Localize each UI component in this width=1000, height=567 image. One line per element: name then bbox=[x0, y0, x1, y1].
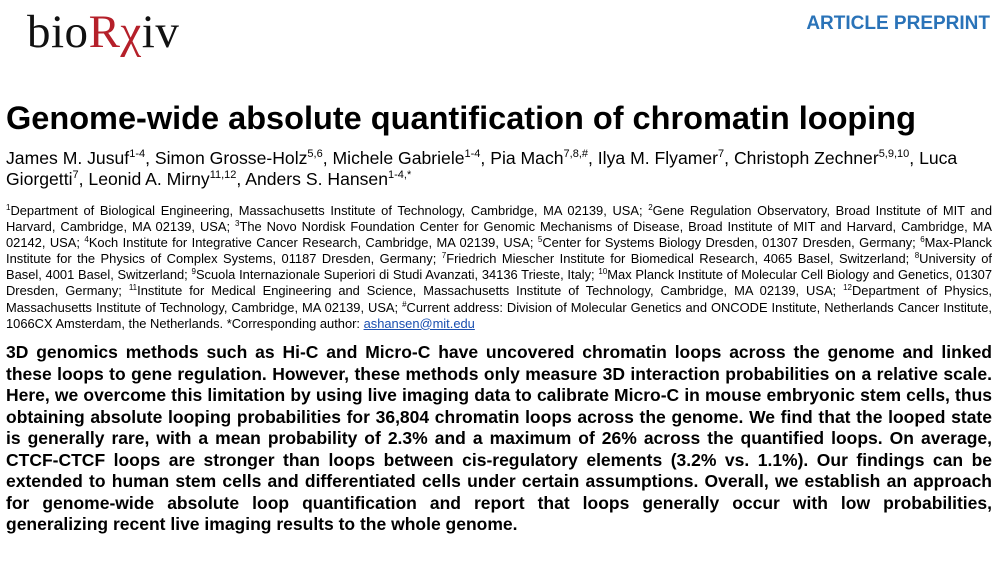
affiliation-mark: 11 bbox=[128, 283, 138, 293]
author-affiliation-mark: 7 bbox=[718, 148, 725, 160]
author-separator: , bbox=[588, 148, 598, 168]
affiliation-mark: 3 bbox=[235, 219, 240, 229]
corresponding-label: *Corresponding author: bbox=[226, 315, 364, 331]
affiliation-text: University of Basel, 4001 Basel, Switzerland; bbox=[6, 251, 992, 283]
logo-prefix: bio bbox=[27, 6, 89, 58]
corresponding-email-link[interactable]: ashansen@mit.edu bbox=[363, 315, 475, 331]
author-affiliation-mark: 11,12 bbox=[209, 169, 237, 181]
affiliation-mark: 9 bbox=[191, 267, 196, 277]
affiliation-text: Gene Regulation Observatory, Broad Institute of MIT and Harvard, Cambridge, MA 02139, USA; bbox=[6, 203, 992, 235]
logo-suffix: iv bbox=[141, 6, 180, 58]
affiliation-text: Institute for Medical Engineering and Science, Massachusetts Institute of Technology, Cambridge, MA 02139, USA; bbox=[137, 283, 844, 299]
author-affiliation-mark: 1-4 bbox=[464, 148, 481, 160]
affiliation-text: Center for Systems Biology Dresden, 01307 Dresden, Germany; bbox=[542, 235, 921, 251]
author-name: James M. Jusuf bbox=[6, 148, 130, 168]
affiliation-mark: 10 bbox=[598, 267, 608, 277]
author-affiliation-mark: 1-4 bbox=[129, 148, 146, 160]
author-list bbox=[6, 148, 986, 190]
author-name: Leonid A. Mirny bbox=[88, 169, 210, 189]
affiliation-mark: 7 bbox=[441, 251, 447, 261]
article-type-label: ARTICLE PREPRINT bbox=[806, 13, 990, 34]
author-affiliation-mark: 5,6 bbox=[307, 148, 323, 160]
affiliation-text: Scuola Internazionale Superiori di Studi Avanzati, 34136 Trieste, Italy; bbox=[195, 267, 599, 283]
affiliation-text: Department of Biological Engineering, Massachusetts Institute of Technology, Cambridge, MA 02139, USA; bbox=[10, 203, 649, 218]
author-name: Christoph Zechner bbox=[733, 148, 879, 168]
affiliation-text: Max-Planck Institute for the Physics of Complex Systems, 01187 Dresden, Germany; bbox=[6, 235, 992, 267]
affiliation-text: Friedrich Miescher Institute for Biomedical Research, 4065 Basel, Switzerland; bbox=[446, 251, 915, 267]
affiliation-mark: 6 bbox=[920, 235, 925, 245]
author-name: Luca Giorgetti bbox=[6, 148, 958, 189]
affiliation-mark: 4 bbox=[84, 235, 89, 245]
author-name: Pia Mach bbox=[490, 148, 564, 168]
author-separator: , bbox=[236, 169, 246, 189]
author-separator: , bbox=[480, 148, 491, 168]
author-name: Anders S. Hansen bbox=[245, 169, 389, 189]
author-separator: , bbox=[322, 148, 333, 168]
abstract: 3D genomics methods such as Hi-C and Micro-C have uncovered chromatin loops across the genome and linked these loops to gene regulation. However, these methods only measure 3D interaction probabilities on a relative scale. Here, we overcome this limitation by using live imaging data to calibrate Micro-C in mouse embryonic stem cells, thus obtaining absolute looping probabilities for 36,804 chromatin loops across the genome. We find that the looped state is generally rare, with a mean probability of 2.3% and a maximum of 26% across the quantified loops. On average, CTCF-CTCF loops are stronger than loops between cis-regulatory elements (3.2% vs. 1.1%). Our findings can be extended to human stem cells and differentiated cells under certain assumptions. Overall, we establish an approach for genome-wide absolute loop quantification and report that loops generally occur with low probabilities, generalizing recent live imaging results to the whole genome. bbox=[6, 342, 992, 534]
author-name: Michele Gabriele bbox=[332, 148, 465, 168]
author-affiliation-mark: 1-4,* bbox=[388, 169, 412, 181]
affiliation-text: Current address: Division of Molecular Genetics and ONCODE Institute, Netherlands Cancer Institute, 1066CX Amsterdam, the Netherlands. bbox=[6, 299, 992, 331]
affiliation-mark: 2 bbox=[648, 203, 653, 212]
author-separator: , bbox=[909, 148, 920, 168]
author-name: Simon Grosse-Holz bbox=[154, 148, 308, 168]
author-separator: , bbox=[724, 148, 734, 168]
author-affiliation-mark: 5,9,10 bbox=[878, 148, 910, 160]
author-affiliation-mark: 7,8,# bbox=[563, 148, 589, 160]
author-separator: , bbox=[145, 148, 155, 168]
paper-title: Genome-wide absolute quantification of chromatin looping bbox=[6, 100, 917, 136]
logo-rx: Rχ bbox=[88, 6, 142, 58]
author-separator: , bbox=[78, 169, 89, 189]
affiliation-mark: 5 bbox=[537, 235, 543, 245]
affiliation-mark: 1 bbox=[6, 203, 11, 212]
author-affiliation-mark: 7 bbox=[72, 169, 79, 181]
affiliation-mark: 8 bbox=[914, 251, 920, 261]
affiliation-mark: 12 bbox=[843, 283, 852, 293]
affiliation-text: Department of Physics, Massachusetts Institute of Technology, Cambridge, MA 02139, USA; bbox=[6, 283, 992, 315]
affiliation-mark: # bbox=[402, 299, 407, 309]
affiliation-text: The Novo Nordisk Foundation Center for Genomic Mechanisms of Disease, Broad Institute of MIT and Harvard, Cambridge, MA 02142, USA; bbox=[6, 219, 992, 251]
affiliation-text: Max Planck Institute of Molecular Cell Biology and Genetics, 01307 Dresden, Germany; bbox=[6, 267, 993, 299]
biorxiv-logo[interactable] bbox=[27, 6, 179, 58]
affiliation-text: Koch Institute for Integrative Cancer Research, Cambridge, MA 02139, USA; bbox=[88, 235, 538, 251]
author-name: Ilya M. Flyamer bbox=[597, 148, 719, 168]
affiliations bbox=[6, 203, 992, 332]
